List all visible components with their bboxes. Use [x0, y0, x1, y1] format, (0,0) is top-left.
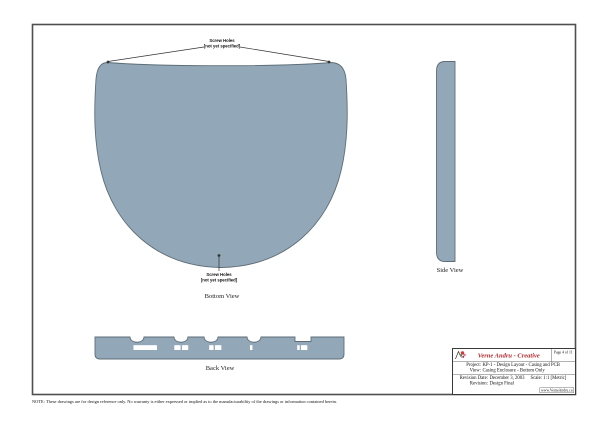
- annotation-line: Screw Holes: [209, 38, 235, 43]
- screw-hole-marker: [328, 61, 331, 64]
- annotation-line: Screw Holes: [206, 272, 232, 277]
- port-label: ██ ███: [209, 345, 221, 350]
- annotation-line: [not yet specified]: [203, 43, 241, 49]
- page-number: Page 4 of 11: [551, 349, 575, 362]
- view-value: Casing Enclosure - Bottom Only: [482, 367, 545, 373]
- port-label: ████████████: [133, 345, 157, 350]
- revision-value: Design Final: [489, 380, 514, 386]
- back-view-label: Back View: [205, 364, 235, 372]
- title-block-header-row: [453, 349, 575, 362]
- company-logo-icon: [455, 350, 467, 361]
- disclaimer-note: NOTE: These drawings are for design reference only. No warranty is either expressed or implied as to the manufacturability of the drawings or information contained herein.: [32, 399, 337, 404]
- view-label: View:: [469, 367, 481, 373]
- screw-hole-marker: [107, 61, 110, 64]
- title-block-project-row: [453, 362, 575, 375]
- scale-value: 1:1 [Metric]: [543, 375, 567, 381]
- title-block-revision-row: [453, 375, 575, 386]
- bottom-view-label: Bottom View: [204, 292, 240, 300]
- port-label: █ ███: [297, 345, 307, 350]
- company-name: Verne Andru - Creative: [477, 351, 540, 359]
- side-view-label: Side View: [436, 266, 464, 274]
- port-label: █: [250, 345, 252, 350]
- project-value: KP-1 - Design Layout - Casing and PCB: [482, 362, 560, 368]
- project-label: Project:: [466, 362, 481, 368]
- company-website: www.VerneAndru.ca: [541, 388, 573, 393]
- revision-date-value: December 3, 2003: [489, 375, 525, 381]
- revision-date-label: Revision Date:: [459, 375, 488, 381]
- scale-label: Scale:: [530, 375, 543, 381]
- port-label: ███ ███: [174, 345, 188, 350]
- screw-holes-annotation-top: [182, 38, 262, 49]
- leader-line-top-right: [240, 47, 329, 62]
- annotation-line: [not yet specified]: [200, 277, 238, 283]
- side-view-shape: [437, 62, 456, 262]
- screw-hole-marker: [218, 254, 221, 257]
- bottom-view-shape: [95, 63, 347, 268]
- title-block: [452, 348, 576, 395]
- leader-line-top-left: [108, 47, 204, 62]
- revision-label: Revision:: [469, 380, 488, 386]
- screw-holes-annotation-bottom: [179, 272, 259, 283]
